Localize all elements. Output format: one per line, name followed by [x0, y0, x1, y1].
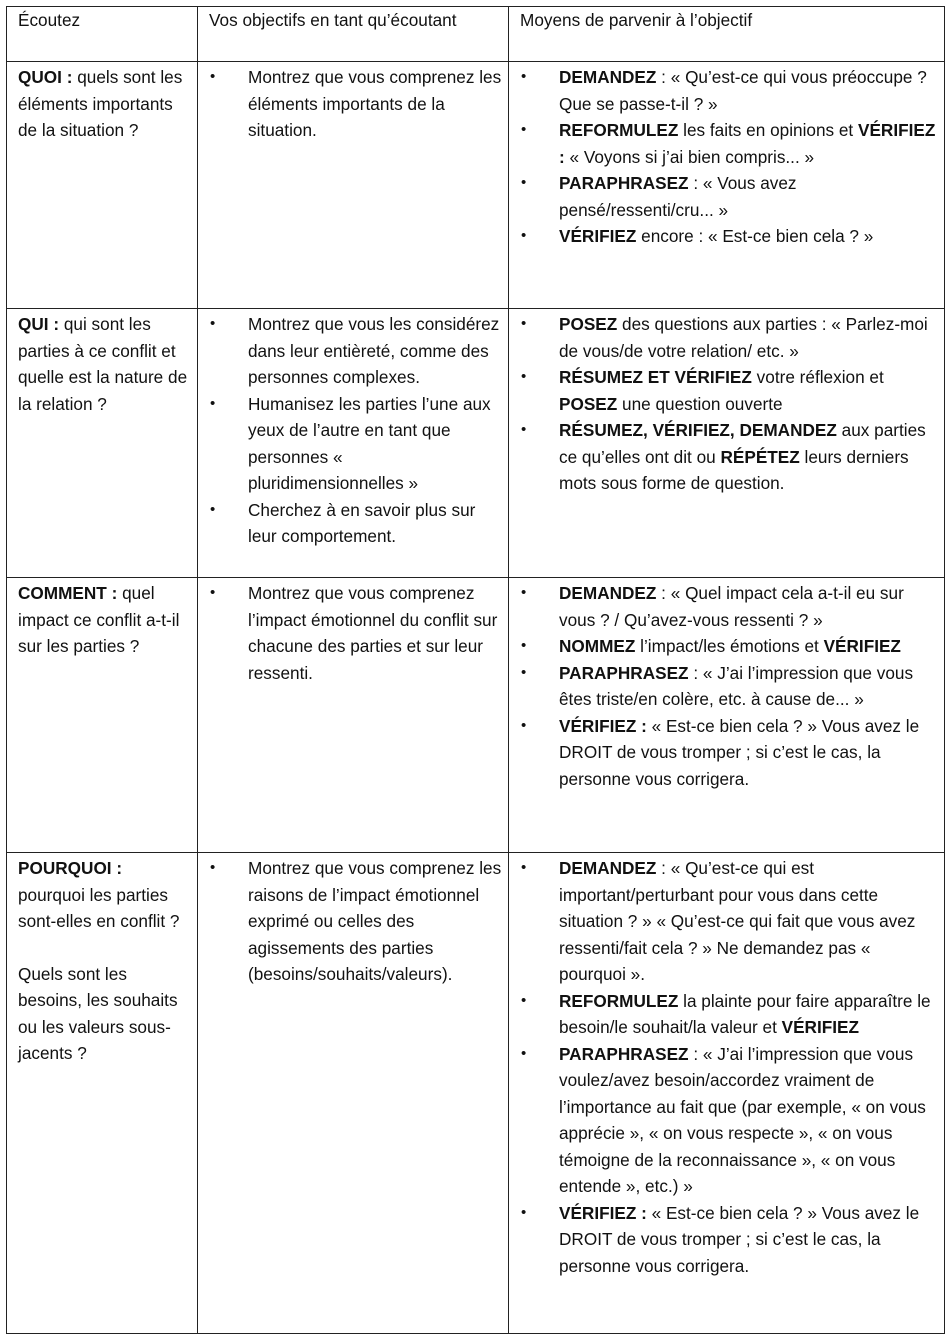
question-body: quels sont les éléments importants de la situation ? [18, 67, 183, 140]
question-keyword: COMMENT : [18, 583, 118, 603]
action-keyword: POSEZ [559, 393, 618, 414]
objective-item [209, 311, 502, 391]
means-cell [509, 62, 945, 309]
action-keyword: VÉRIFIEZ [559, 226, 637, 246]
action-keyword: DEMANDEZ [559, 583, 657, 603]
objective-item [209, 64, 502, 144]
question-body: pourquoi les parties sont-elles en conflit ? [18, 884, 180, 931]
question-keyword: POURQUOI : [18, 858, 123, 878]
means-list [520, 855, 938, 1279]
means-text: : « J’ai l’impression que vous êtes triste/en colère, etc. à cause de... » [559, 662, 914, 709]
bullet-icon: • [521, 716, 527, 734]
means-text: : « Qu’est-ce qui vous préoccupe ? Que se passe-t-il ? » [559, 67, 927, 114]
header-cell [7, 7, 198, 62]
bullet-icon: • [521, 174, 527, 191]
means-text: « Est-ce bien cela ? » Vous avez le DROIT de vous tromper ; si c’est le cas, la personne vous corrigera. [559, 715, 920, 789]
bullet-icon: • [521, 227, 527, 244]
action-keyword: RÉSUMEZ, VÉRIFIEZ, DEMANDEZ [559, 420, 837, 440]
question-text [7, 853, 197, 1067]
header-objectifs: Vos objectifs en tant qu’écoutant [209, 10, 457, 30]
question-cell [7, 578, 198, 853]
means-item [520, 713, 938, 793]
means-text: votre réflexion et [751, 367, 884, 387]
question-body: qui sont les parties à ce conflit et quelle est la nature de la relation ? [18, 314, 188, 414]
question-cell [7, 309, 198, 578]
means-text: l’impact/les émotions et [635, 636, 824, 656]
bullet-icon: • [210, 68, 216, 85]
action-keyword: REFORMULEZ [559, 990, 679, 1011]
bullet-icon: • [521, 68, 527, 85]
bullet-icon: • [210, 859, 216, 876]
table-row-pourquoi [7, 853, 945, 1334]
means-item [520, 633, 938, 660]
means-item [520, 223, 938, 250]
listening-guide-table [6, 6, 945, 1334]
objectives-list [209, 64, 502, 144]
objective-item [209, 580, 502, 686]
means-text: : « Qu’est-ce qui est important/perturbant pour vous dans cette situation ? » « Qu’est-ce qui fait que vous avez ressenti/fait cela ? » Ne demandez pas « pourquoi ». [559, 858, 916, 984]
bullet-icon: • [521, 637, 527, 654]
bullet-icon: • [521, 991, 527, 1009]
question-text [7, 578, 197, 660]
action-keyword: RÉPÉTEZ [720, 446, 800, 467]
objectives-cell [198, 309, 509, 578]
objectives-list [209, 311, 502, 550]
means-list [520, 311, 938, 497]
header-ecoutez: Écoutez [18, 10, 81, 30]
means-text: : « J’ai l’impression que vous voulez/avez besoin/accordez vraiment de l’importance au fait que (par exemple, « on vous apprécie », « on vous respecte », « on vous témoigne de la reconnaissance », « on vous entende », etc.) » [559, 1043, 926, 1196]
means-item [520, 988, 938, 1041]
means-item [520, 64, 938, 117]
means-text: la plainte pour faire apparaître le besoin/le souhait/la valeur et [559, 990, 931, 1037]
action-keyword: DEMANDEZ [559, 67, 657, 87]
objective-text: Montrez que vous comprenez les éléments importants de la situation. [248, 67, 502, 140]
action-keyword: REFORMULEZ [559, 120, 679, 140]
objectives-cell [198, 853, 509, 1334]
means-cell [509, 578, 945, 853]
objectives-cell [198, 578, 509, 853]
bullet-icon: • [521, 1203, 527, 1221]
means-cell [509, 853, 945, 1334]
question-body: quel impact ce conflit a-t-il sur les parties ? [18, 583, 180, 656]
bullet-icon: • [210, 315, 216, 332]
means-item [520, 580, 938, 633]
action-keyword: DEMANDEZ [559, 858, 657, 878]
means-text: leurs derniers mots sous forme de question. [559, 446, 909, 493]
means-cell [509, 309, 945, 578]
question-keyword: QUI : [18, 314, 60, 334]
means-item [520, 311, 938, 364]
means-item [520, 364, 938, 417]
bullet-icon: • [521, 859, 527, 876]
means-text: une question ouverte [617, 393, 783, 414]
means-text: « Est-ce bien cela ? » Vous avez le DROIT de vous tromper ; si c’est le cas, la personne vous corrigera. [559, 1202, 920, 1276]
means-item [520, 417, 938, 497]
means-text: les faits en opinions et [678, 120, 858, 140]
bullet-icon: • [210, 394, 216, 412]
question-extra: Quels sont les besoins, les souhaits ou les valeurs sous-jacents ? [18, 963, 178, 1063]
bullet-icon: • [210, 584, 216, 601]
header-cell [509, 7, 945, 62]
objective-text: Montrez que vous comprenez l’impact émotionnel du conflit sur chacune des parties et sur leur ressenti. [248, 583, 498, 683]
objective-item [209, 855, 502, 988]
means-list [520, 580, 938, 792]
bullet-icon: • [521, 421, 527, 438]
means-item [520, 1200, 938, 1280]
action-keyword: RÉSUMEZ ET VÉRIFIEZ [559, 367, 752, 387]
means-item [520, 660, 938, 713]
bullet-icon: • [521, 368, 527, 385]
means-text: encore : « Est-ce bien cela ? » [636, 226, 874, 246]
means-text: « Voyons si j’ai bien compris... » [564, 146, 815, 167]
table-row-qui [7, 309, 945, 578]
objective-text: Humanisez les parties l’une aux yeux de l’autre en tant que personnes « pluridimensionnelles » [248, 393, 491, 493]
means-item [520, 855, 938, 988]
header-cell [198, 7, 509, 62]
means-text: : « Quel impact cela a-t-il eu sur vous ? / Qu’avez-vous ressenti ? » [559, 583, 904, 630]
bullet-icon: • [521, 584, 527, 601]
question-cell [7, 853, 198, 1334]
question-text [7, 62, 197, 144]
action-keyword: VÉRIFIEZ [781, 1017, 859, 1037]
action-keyword: VÉRIFIEZ : [559, 120, 936, 167]
objective-item [209, 391, 502, 497]
action-keyword: NOMMEZ [559, 636, 636, 656]
objective-text: Montrez que vous comprenez les raisons de l’impact émotionnel exprimé ou celles des agissements des parties (besoins/souhaits/valeurs). [248, 858, 502, 984]
objectives-list [209, 580, 502, 686]
bullet-icon: • [521, 121, 527, 138]
action-keyword: PARAPHRASEZ [559, 1043, 689, 1064]
bullet-icon: • [521, 663, 527, 681]
means-text: aux parties ce qu’elles ont dit ou [559, 420, 926, 467]
action-keyword: PARAPHRASEZ [559, 662, 689, 683]
objectives-list [209, 855, 502, 988]
action-keyword: VÉRIFIEZ [823, 636, 901, 656]
table-row-comment [7, 578, 945, 853]
bullet-icon: • [210, 500, 216, 518]
means-text: : « Vous avez pensé/ressenti/cru... » [559, 173, 797, 220]
means-item [520, 1041, 938, 1200]
paragraph-gap [18, 935, 191, 961]
means-item [520, 117, 938, 170]
bullet-icon: • [521, 1044, 527, 1062]
action-keyword: POSEZ [559, 314, 618, 334]
header-row [7, 7, 945, 62]
action-keyword: PARAPHRASEZ [559, 173, 689, 193]
means-list [520, 64, 938, 250]
objectives-cell [198, 62, 509, 309]
bullet-icon: • [521, 315, 527, 332]
means-item [520, 170, 938, 223]
question-cell [7, 62, 198, 309]
question-keyword: QUOI : [18, 67, 73, 87]
action-keyword: VÉRIFIEZ : [559, 715, 647, 736]
objective-text: Cherchez à en savoir plus sur leur comportement. [248, 499, 476, 546]
question-text [7, 309, 197, 417]
table-row-quoi [7, 62, 945, 309]
means-text: des questions aux parties : « Parlez-moi de vous/de votre relation/ etc. » [559, 314, 928, 361]
header-moyens: Moyens de parvenir à l’objectif [520, 10, 753, 30]
objective-text: Montrez que vous les considérez dans leur entièreté, comme des personnes complexes. [248, 314, 500, 387]
objective-item [209, 497, 502, 550]
action-keyword: VÉRIFIEZ : [559, 1202, 647, 1223]
